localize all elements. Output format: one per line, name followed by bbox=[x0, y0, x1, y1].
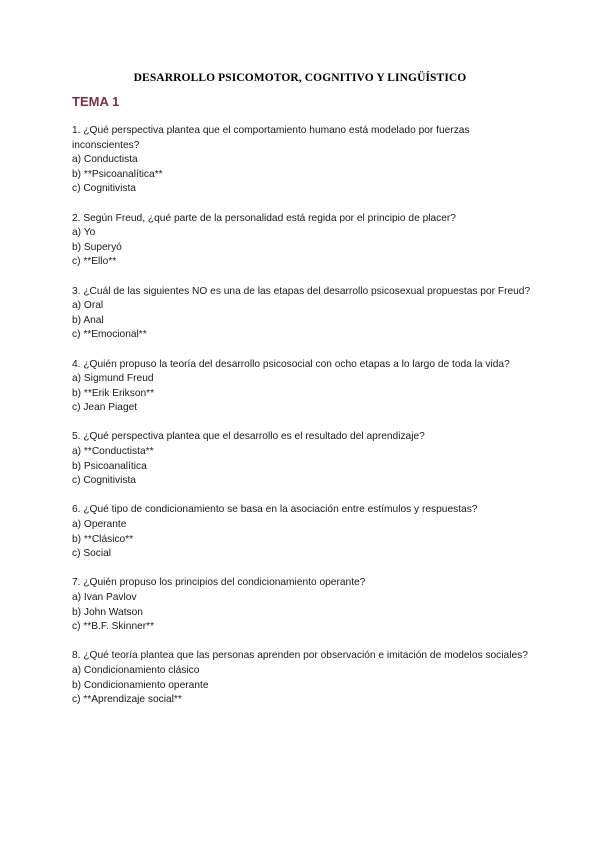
question-text: 2. Según Freud, ¿qué parte de la personalidad está regida por el principio de placer? bbox=[72, 212, 456, 224]
document-title: DESARROLLO PSICOMOTOR, COGNITIVO Y LINGÜÍSTICO bbox=[133, 72, 467, 84]
question-text: 1. ¿Qué perspectiva plantea que el comportamiento humano está modelado por fuerzas inconscientes? bbox=[72, 125, 470, 151]
answer-option: b) Condicionamiento operante bbox=[72, 679, 209, 691]
answer-option: a) Condicionamiento clásico bbox=[72, 664, 200, 676]
answer-option: b) John Watson bbox=[72, 606, 143, 618]
question-item bbox=[72, 649, 532, 707]
question-text: 3. ¿Cuál de las siguientes NO es una de las etapas del desarrollo psicosexual propuestas por Freud? bbox=[72, 285, 531, 297]
question-list bbox=[72, 124, 532, 722]
answer-option: b) **Psicoanalítica** bbox=[72, 168, 163, 180]
answer-option: a) Conductista bbox=[72, 154, 138, 166]
question-item bbox=[72, 124, 532, 197]
answer-option: c) **B.F. Skinner** bbox=[72, 621, 155, 633]
answer-option: a) Ivan Pavlov bbox=[72, 592, 137, 603]
answer-option: c) **Ello** bbox=[72, 256, 117, 268]
answer-option: a) Yo bbox=[72, 227, 96, 239]
answer-option: b) Psicoanalítica bbox=[72, 460, 147, 472]
answer-option: a) Sigmund Freud bbox=[72, 373, 154, 385]
answer-option: a) Oral bbox=[72, 300, 104, 312]
answer-option: c) Cognitivista bbox=[72, 475, 136, 487]
answer-option: c) **Emocional** bbox=[72, 329, 147, 341]
section-heading: TEMA 1 bbox=[72, 94, 120, 109]
answer-option: b) Anal bbox=[72, 314, 104, 326]
answer-option: a) Operante bbox=[72, 519, 127, 531]
answer-option: b) **Clásico** bbox=[72, 533, 134, 545]
answer-option: b) Superyó bbox=[72, 241, 122, 253]
answer-option: b) **Erik Erikson** bbox=[72, 387, 155, 399]
question-item bbox=[72, 503, 532, 561]
question-text: 5. ¿Qué perspectiva plantea que el desarrollo es el resultado del aprendizaje? bbox=[72, 431, 425, 443]
question-item bbox=[72, 212, 532, 270]
question-item bbox=[72, 285, 532, 343]
answer-option: a) **Conductista** bbox=[72, 446, 154, 458]
question-item bbox=[72, 430, 532, 488]
answer-option: c) Cognitivista bbox=[72, 183, 136, 195]
question-item bbox=[72, 576, 532, 634]
answer-option: c) Social bbox=[72, 548, 112, 560]
question-text: 8. ¿Qué teoría plantea que las personas aprenden por observación e imitación de modelos sociales? bbox=[72, 650, 528, 662]
answer-option: c) **Aprendizaje social** bbox=[72, 694, 182, 706]
question-text: 7. ¿Quién propuso los principios del condicionamiento operante? bbox=[72, 577, 366, 589]
question-text: 4. ¿Quién propuso la teoría del desarrollo psicosocial con ocho etapas a lo largo de toda la vida? bbox=[72, 358, 510, 370]
question-text: 6. ¿Qué tipo de condicionamiento se basa en la asociación entre estímulos y respuestas? bbox=[72, 504, 478, 516]
answer-option: c) Jean Piaget bbox=[72, 402, 138, 414]
question-item bbox=[72, 358, 532, 416]
